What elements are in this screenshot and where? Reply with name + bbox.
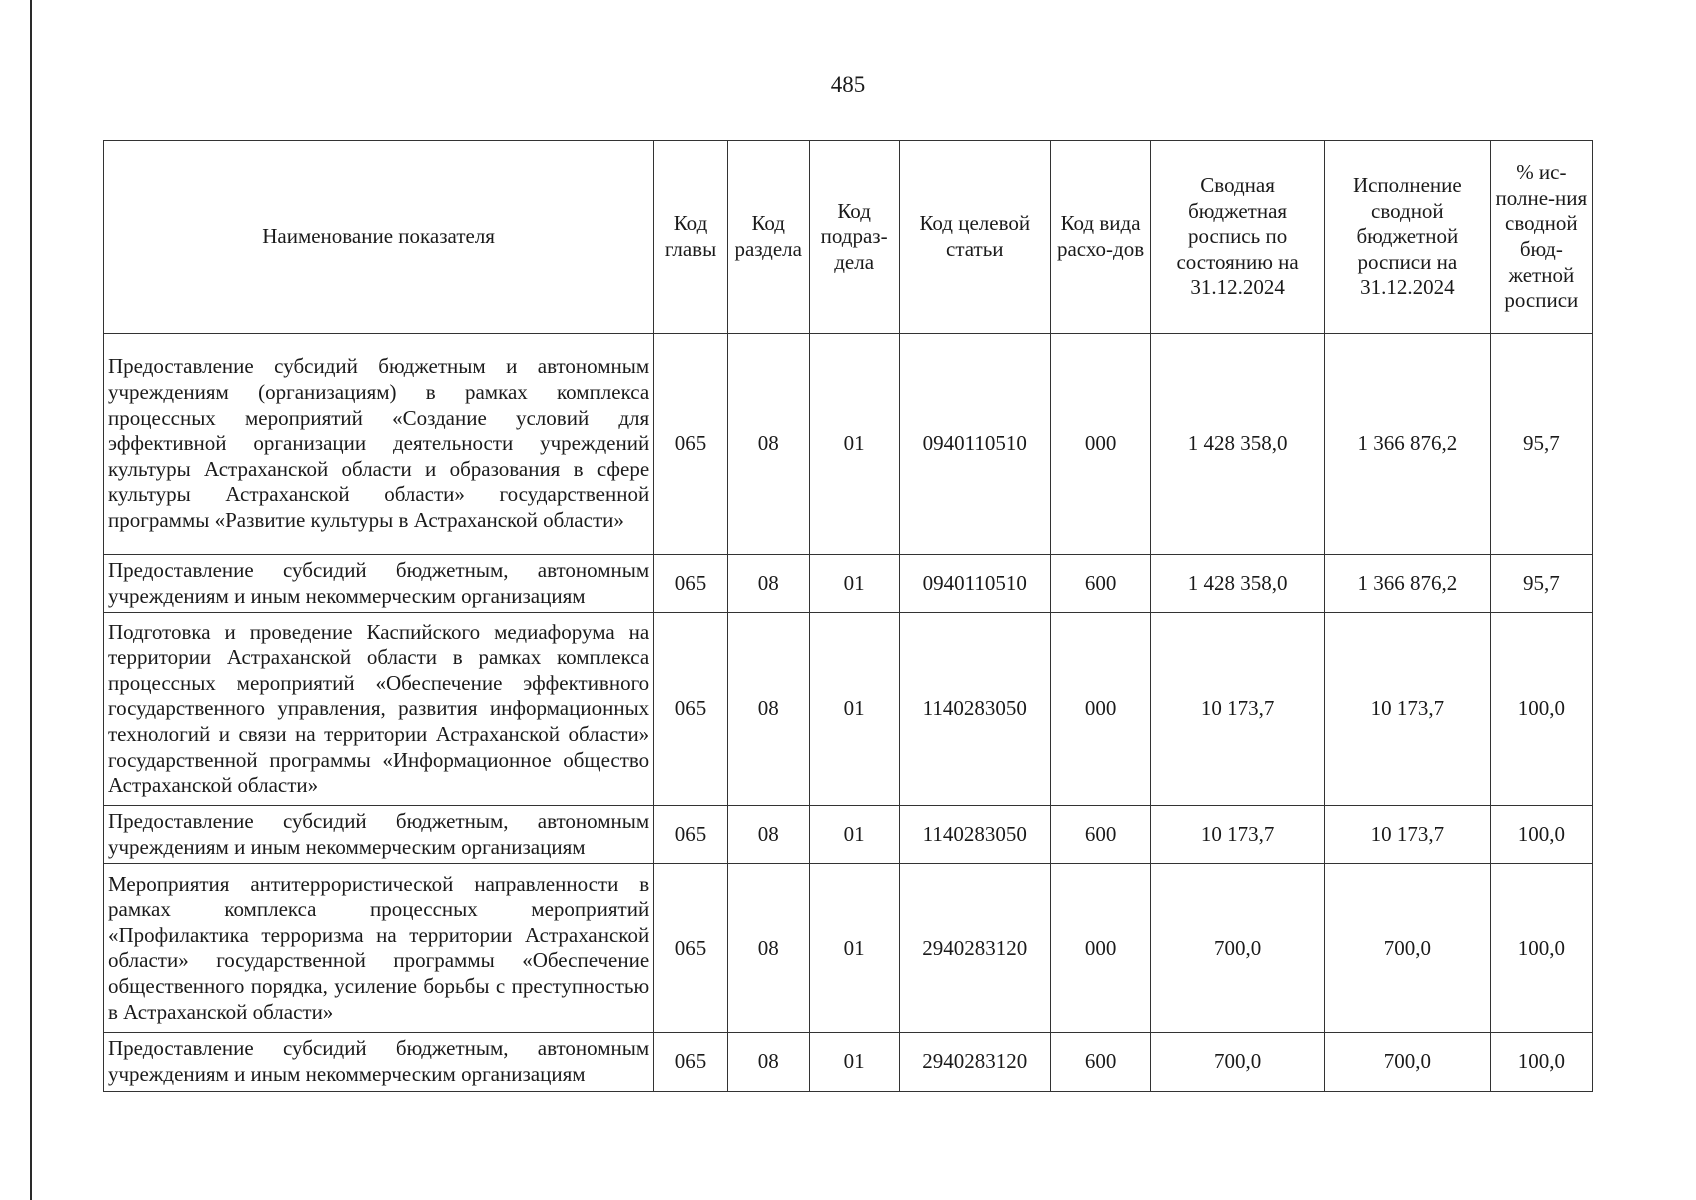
row-section-code: 08: [727, 555, 809, 613]
row-plan: 1 428 358,0: [1151, 334, 1325, 555]
row-percent: 100,0: [1490, 806, 1592, 864]
row-expense-code: 600: [1050, 1033, 1150, 1091]
row-target-code: 2940283120: [899, 1033, 1050, 1091]
row-chapter-code: 065: [654, 864, 728, 1033]
table-row: [104, 613, 1593, 806]
row-chapter-code: 065: [654, 1033, 728, 1091]
row-fact: 1 366 876,2: [1325, 334, 1491, 555]
header-percent: % ис-полне-ния сводной бюд-жетной росписи: [1490, 141, 1592, 334]
header-target-code: Код целевой статьи: [899, 141, 1050, 334]
header-expense-code: Код вида расхо-дов: [1050, 141, 1150, 334]
row-fact: 700,0: [1325, 864, 1491, 1033]
row-subsection-code: 01: [809, 1033, 899, 1091]
row-plan: 10 173,7: [1151, 613, 1325, 806]
row-name: Предоставление субсидий бюджетным, автономным учреждениям и иным некоммерческим организациям: [104, 1033, 654, 1091]
row-target-code: 2940283120: [899, 864, 1050, 1033]
row-section-code: 08: [727, 1033, 809, 1091]
row-fact: 700,0: [1325, 1033, 1491, 1091]
row-fact: 10 173,7: [1325, 806, 1491, 864]
row-plan: 10 173,7: [1151, 806, 1325, 864]
header-fact: Исполнение сводной бюджетной росписи на 31.12.2024: [1325, 141, 1491, 334]
row-name: Предоставление субсидий бюджетным, автономным учреждениям и иным некоммерческим организациям: [104, 806, 654, 864]
row-plan: 700,0: [1151, 864, 1325, 1033]
row-chapter-code: 065: [654, 806, 728, 864]
row-plan: 1 428 358,0: [1151, 555, 1325, 613]
header-subsection-code: Код подраз-дела: [809, 141, 899, 334]
row-percent: 95,7: [1490, 555, 1592, 613]
row-name: Мероприятия антитеррористической направленности в рамках комплекса процессных мероприятий «Профилактика терроризма на территории Астраханской области» государственной программы «Обеспечение общественного порядка, усиление борьбы с преступностью в Астраханской области»: [104, 864, 654, 1033]
row-chapter-code: 065: [654, 555, 728, 613]
row-section-code: 08: [727, 806, 809, 864]
row-target-code: 0940110510: [899, 334, 1050, 555]
row-expense-code: 000: [1050, 334, 1150, 555]
row-percent: 95,7: [1490, 334, 1592, 555]
header-section-code: Код раздела: [727, 141, 809, 334]
row-subsection-code: 01: [809, 613, 899, 806]
row-target-code: 0940110510: [899, 555, 1050, 613]
row-name: Подготовка и проведение Каспийского медиафорума на территории Астраханской области в рамках комплекса процессных мероприятий «Обеспечение эффективного государственного управления, развития информационных технологий и связи на территории Астраханской области» государственной программы «Информационное общество Астраханской области»: [104, 613, 654, 806]
header-name: Наименование показателя: [104, 141, 654, 334]
budget-table: [103, 140, 1593, 1092]
row-section-code: 08: [727, 864, 809, 1033]
row-fact: 1 366 876,2: [1325, 555, 1491, 613]
row-target-code: 1140283050: [899, 806, 1050, 864]
row-name: Предоставление субсидий бюджетным и автономным учреждениям (организациям) в рамках комплекса процессных мероприятий «Создание условий для эффективной организации деятельности учреждений культуры Астраханской области и образования в сфере культуры Астраханской области» государственной программы «Развитие культуры в Астраханской области»: [104, 334, 654, 555]
row-expense-code: 000: [1050, 864, 1150, 1033]
table-header-row: [104, 141, 1593, 334]
header-plan: Сводная бюджетная роспись по состоянию на 31.12.2024: [1151, 141, 1325, 334]
header-chapter-code: Код главы: [654, 141, 728, 334]
row-percent: 100,0: [1490, 613, 1592, 806]
table-row: [104, 806, 1593, 864]
row-expense-code: 000: [1050, 613, 1150, 806]
table-row: [104, 864, 1593, 1033]
table-row: [104, 334, 1593, 555]
page-margin-line: [30, 0, 32, 1200]
table-row: [104, 1033, 1593, 1091]
row-subsection-code: 01: [809, 864, 899, 1033]
row-subsection-code: 01: [809, 806, 899, 864]
row-subsection-code: 01: [809, 334, 899, 555]
row-subsection-code: 01: [809, 555, 899, 613]
row-target-code: 1140283050: [899, 613, 1050, 806]
row-name: Предоставление субсидий бюджетным, автономным учреждениям и иным некоммерческим организациям: [104, 555, 654, 613]
row-chapter-code: 065: [654, 334, 728, 555]
row-expense-code: 600: [1050, 806, 1150, 864]
page-number: 485: [830, 72, 866, 97]
table-row: [104, 555, 1593, 613]
row-plan: 700,0: [1151, 1033, 1325, 1091]
row-section-code: 08: [727, 334, 809, 555]
row-percent: 100,0: [1490, 864, 1592, 1033]
row-expense-code: 600: [1050, 555, 1150, 613]
row-section-code: 08: [727, 613, 809, 806]
row-percent: 100,0: [1490, 1033, 1592, 1091]
row-fact: 10 173,7: [1325, 613, 1491, 806]
row-chapter-code: 065: [654, 613, 728, 806]
